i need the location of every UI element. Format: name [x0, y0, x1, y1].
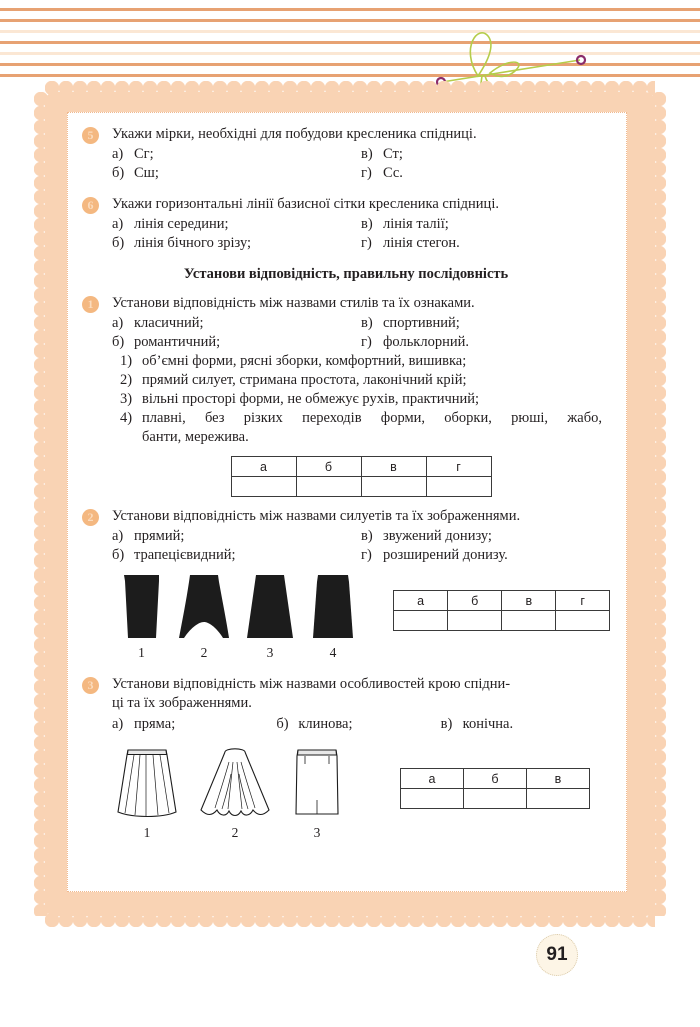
- sequence-text: плавні, без різких переходів форми, оборки, рюші, жабо,: [142, 410, 602, 426]
- skirt-drawing-2: [198, 744, 272, 841]
- question-badge: 6: [82, 197, 99, 214]
- option-label: романтичний;: [134, 334, 221, 350]
- option-letter: а): [112, 528, 124, 544]
- table-header-cell: а: [231, 457, 296, 477]
- option-item[interactable]: [276, 715, 440, 734]
- question-1: [82, 294, 610, 497]
- silhouette-figure-1: [118, 572, 165, 661]
- option-letter: а): [112, 315, 124, 331]
- straight-skirt-drawing-icon: [290, 744, 344, 822]
- option-item[interactable]: [361, 333, 610, 352]
- aline-silhouette-icon: [243, 572, 297, 642]
- sequence-number: 3): [120, 391, 133, 407]
- option-letter: б): [112, 235, 125, 251]
- question-text: Укажи горизонтальні лінії базисної сітки кресленика спідниці.: [112, 196, 499, 212]
- table-header-cell: г: [556, 591, 610, 611]
- scallop-edge-bottom: [45, 913, 655, 927]
- option-item[interactable]: [112, 715, 276, 734]
- sequence-number: 4): [120, 410, 133, 426]
- option-label: трапецієвидний;: [134, 547, 236, 563]
- question-badge: 2: [82, 509, 99, 526]
- content-panel: [67, 112, 627, 892]
- straight-silhouette-icon: [309, 572, 357, 642]
- option-label: спортивний;: [383, 315, 460, 331]
- skirt-drawing-1: [114, 744, 180, 841]
- option-letter: а): [112, 716, 124, 732]
- table-header-cell: г: [426, 457, 491, 477]
- option-label: звужений донизу;: [383, 528, 492, 544]
- sequence-text: прямий силует, стримана простота, лаконічний крій;: [142, 372, 467, 388]
- option-item[interactable]: [361, 527, 610, 546]
- table-header-row: [394, 591, 610, 611]
- option-label: лінія бічного зрізу;: [134, 235, 252, 251]
- question-text-continuation: ці та їх зображеннями.: [112, 695, 252, 711]
- option-letter: а): [112, 146, 124, 162]
- silhouette-figure-3: [243, 572, 297, 661]
- option-item[interactable]: [112, 527, 361, 546]
- sequence-number: 2): [120, 372, 133, 388]
- option-letter: в): [361, 528, 373, 544]
- option-letter: в): [361, 315, 373, 331]
- scallop-edge-right: [652, 92, 666, 916]
- option-letter: г): [361, 235, 372, 251]
- conical-skirt-drawing-icon: [114, 744, 180, 822]
- option-item[interactable]: [361, 234, 610, 253]
- table-answer-row: [394, 611, 610, 631]
- answer-table[interactable]: [231, 456, 492, 497]
- option-label: Сг;: [134, 146, 154, 162]
- scallop-edge-left: [34, 92, 48, 916]
- question-5: [82, 125, 610, 183]
- option-letter: г): [361, 165, 372, 181]
- option-item[interactable]: [112, 234, 361, 253]
- table-header-cell: б: [464, 769, 527, 789]
- section-title: Установи відповідність, правильну послідовність: [183, 266, 509, 282]
- option-letter: б): [112, 334, 125, 350]
- option-letter: в): [361, 216, 373, 232]
- question-text: Установи відповідність між назвами силуетів та їх зображеннями.: [112, 508, 521, 524]
- option-letter: б): [112, 547, 125, 563]
- question-3: [82, 675, 610, 841]
- option-item[interactable]: [112, 215, 361, 234]
- sequence-text-continuation: банти, мережива.: [142, 429, 249, 445]
- header-stripe: [0, 8, 700, 11]
- option-item[interactable]: [361, 314, 610, 333]
- option-item[interactable]: [361, 145, 610, 164]
- answer-table-wrapper-q1: [112, 456, 610, 497]
- answer-cell[interactable]: [556, 611, 610, 631]
- table-header-cell: в: [527, 769, 590, 789]
- question-text: Установи відповідність між назвами особливостей крою спідни-: [112, 676, 511, 692]
- option-label: прямий;: [134, 528, 185, 544]
- question-text: Укажи мірки, необхідні для побудови кресленика спідниці.: [112, 126, 477, 142]
- answer-cell[interactable]: [527, 789, 590, 809]
- option-label: розширений донизу.: [383, 547, 508, 563]
- sequence-number: 1): [120, 353, 133, 369]
- figure-caption: 4: [329, 645, 337, 660]
- option-item[interactable]: [112, 333, 361, 352]
- answer-cell[interactable]: [448, 611, 502, 631]
- option-item[interactable]: [361, 546, 610, 565]
- skirt-drawings-row: [112, 744, 610, 841]
- options-group: [112, 314, 610, 352]
- figure-caption: 3: [266, 645, 274, 660]
- silhouette-figure-2: [177, 572, 231, 661]
- option-item[interactable]: [112, 164, 361, 183]
- option-label: Ст;: [383, 146, 403, 162]
- skirt-drawing-3: [290, 744, 344, 841]
- flared-silhouette-icon: [177, 572, 231, 642]
- sequence-text: вільні просторі форми, не обмежує рухів, практичний;: [142, 391, 480, 407]
- options-right-column: [361, 145, 610, 183]
- options-group: [112, 215, 610, 253]
- option-label: лінія середини;: [134, 216, 229, 232]
- silhouette-figures-row: [112, 572, 610, 661]
- options-left-column: [112, 527, 361, 565]
- figure-caption: 3: [313, 825, 321, 840]
- answer-cell[interactable]: [231, 477, 296, 497]
- scalloped-frame: [45, 92, 655, 916]
- option-label: класичний;: [134, 315, 204, 331]
- question-text: Установи відповідність між назвами стилів та їх ознаками.: [112, 295, 475, 311]
- answer-cell[interactable]: [464, 789, 527, 809]
- table-header-cell: в: [502, 591, 556, 611]
- table-header-cell: б: [448, 591, 502, 611]
- scallop-edge-top: [45, 81, 655, 95]
- sequence-item[interactable]: [120, 352, 610, 371]
- answer-cell[interactable]: [426, 477, 491, 497]
- options-left-column: [112, 145, 361, 183]
- sequence-item[interactable]: [120, 390, 610, 409]
- figure-caption: 2: [231, 825, 239, 840]
- answer-table[interactable]: [400, 768, 590, 809]
- table-header-cell: а: [401, 769, 464, 789]
- option-label: Сш;: [134, 165, 159, 181]
- decorative-header: [0, 0, 700, 92]
- option-item[interactable]: [361, 215, 610, 234]
- figure-caption: 2: [200, 645, 208, 660]
- silhouette-figure-4: [309, 572, 357, 661]
- answer-cell[interactable]: [361, 477, 426, 497]
- question-6: [82, 195, 610, 253]
- figure-caption: 1: [143, 825, 151, 840]
- options-left-column: [112, 215, 361, 253]
- option-letter: б): [112, 165, 125, 181]
- option-item[interactable]: [112, 546, 361, 565]
- option-label: лінія талії;: [383, 216, 449, 232]
- table-header-cell: а: [394, 591, 448, 611]
- option-letter: в): [361, 146, 373, 162]
- options-right-column: [361, 314, 610, 352]
- options-group: [112, 527, 610, 565]
- table-answer-row: [231, 477, 491, 497]
- option-letter: в): [440, 716, 453, 732]
- option-letter: г): [361, 334, 372, 350]
- gored-skirt-drawing-icon: [198, 744, 272, 822]
- table-header-cell: в: [361, 457, 426, 477]
- table-header-cell: б: [296, 457, 361, 477]
- page-number: 91: [536, 934, 578, 976]
- option-item[interactable]: [361, 164, 610, 183]
- option-label: клинова;: [298, 716, 353, 732]
- sequence-item[interactable]: [120, 371, 610, 390]
- option-label: лінія стегон.: [383, 235, 460, 251]
- option-letter: а): [112, 216, 124, 232]
- table-answer-row: [401, 789, 590, 809]
- option-item[interactable]: [441, 715, 610, 734]
- question-badge: 1: [82, 296, 99, 313]
- option-label: Сс.: [383, 165, 403, 181]
- answer-table[interactable]: [393, 590, 610, 631]
- answer-cell[interactable]: [401, 789, 464, 809]
- options-right-column: [361, 527, 610, 565]
- option-letter: г): [361, 547, 372, 563]
- tapered-silhouette-icon: [118, 572, 165, 642]
- answer-cell[interactable]: [296, 477, 361, 497]
- answer-cell[interactable]: [502, 611, 556, 631]
- question-2: [82, 507, 610, 661]
- table-header-row: [231, 457, 491, 477]
- option-letter: б): [276, 716, 289, 732]
- option-item[interactable]: [112, 145, 361, 164]
- options-right-column: [361, 215, 610, 253]
- answer-table-wrapper-q3: [400, 768, 590, 809]
- option-label: пряма;: [134, 716, 176, 732]
- answer-cell[interactable]: [394, 611, 448, 631]
- figure-caption: 1: [138, 645, 145, 660]
- options-group: [112, 145, 610, 183]
- options-group: [112, 715, 610, 734]
- sequence-text: об’ємні форми, рясні зборки, комфортний, вишивка;: [142, 353, 467, 369]
- question-badge: 3: [82, 677, 99, 694]
- options-left-column: [112, 314, 361, 352]
- option-label: фольклорний.: [383, 334, 469, 350]
- sequence-item[interactable]: [120, 409, 610, 447]
- option-item[interactable]: [112, 314, 361, 333]
- option-label: конічна.: [462, 716, 514, 732]
- table-header-row: [401, 769, 590, 789]
- question-badge: 5: [82, 127, 99, 144]
- answer-table-wrapper-q2: [393, 590, 610, 631]
